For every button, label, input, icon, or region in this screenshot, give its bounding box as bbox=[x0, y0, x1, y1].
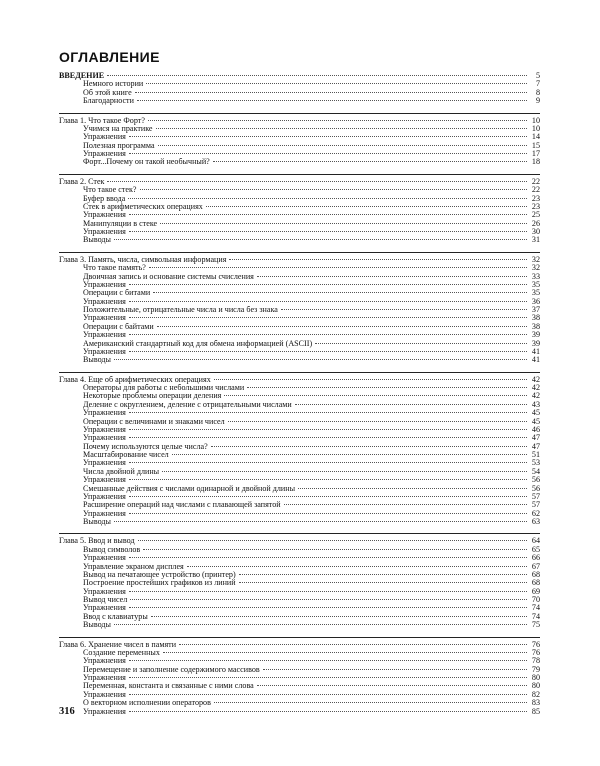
toc-entry-page: 30 bbox=[531, 228, 540, 236]
toc-entry bbox=[59, 158, 540, 166]
toc-entry bbox=[59, 133, 540, 141]
dot-leader bbox=[315, 343, 527, 344]
toc-entry bbox=[59, 563, 540, 571]
toc-entry-label: Упражнения bbox=[83, 434, 126, 443]
toc-entry-page: 57 bbox=[531, 501, 540, 510]
toc-entry bbox=[59, 80, 540, 88]
dot-leader bbox=[129, 429, 527, 430]
toc-entry-label: ВВЕДЕНИЕ bbox=[59, 72, 105, 80]
toc-entry-page: 56 bbox=[531, 484, 540, 493]
dot-leader bbox=[163, 652, 527, 653]
toc-entry-page: 47 bbox=[531, 442, 540, 451]
dot-leader bbox=[107, 181, 527, 182]
toc-entry bbox=[59, 264, 540, 272]
toc-entry-label: Упражнения bbox=[83, 211, 126, 220]
dot-leader bbox=[228, 421, 527, 422]
toc-entry-label: Выводы bbox=[83, 621, 111, 630]
toc-entry bbox=[59, 384, 540, 392]
toc-entry bbox=[59, 691, 540, 699]
toc-entry bbox=[59, 476, 540, 484]
toc-entry-page: 41 bbox=[531, 356, 540, 365]
dot-leader bbox=[179, 644, 527, 645]
toc-entry-label: Упражнения bbox=[83, 150, 126, 158]
dot-leader bbox=[129, 660, 527, 661]
table-of-contents bbox=[59, 72, 540, 723]
dot-leader bbox=[129, 284, 527, 285]
toc-entry-label: Некоторые проблемы операции деления bbox=[83, 392, 222, 401]
toc-entry bbox=[59, 546, 540, 554]
toc-entry-page: 18 bbox=[531, 158, 540, 167]
toc-entry-page: 33 bbox=[531, 272, 540, 281]
toc-entry-label: Деление с округлением, деление с отрицательными числами bbox=[83, 400, 292, 409]
dot-leader bbox=[114, 521, 527, 522]
toc-entry bbox=[59, 666, 540, 674]
toc-entry-label: Упражнения bbox=[83, 459, 126, 468]
toc-entry-label: Полезная программа bbox=[83, 141, 155, 150]
toc-entry bbox=[59, 699, 540, 707]
toc-entry bbox=[59, 186, 540, 194]
toc-entry-page: 8 bbox=[535, 88, 540, 97]
dot-leader bbox=[257, 685, 527, 686]
dot-leader bbox=[129, 711, 527, 712]
dot-leader bbox=[129, 301, 527, 302]
toc-entry-label: Положительные, отрицательные числа и числа без знака bbox=[83, 306, 278, 314]
dot-leader bbox=[206, 206, 527, 207]
dot-leader bbox=[114, 239, 527, 240]
toc-entry-label: Упражнения bbox=[83, 690, 126, 699]
toc-entry bbox=[59, 674, 540, 682]
toc-section bbox=[59, 641, 540, 716]
dot-leader bbox=[143, 549, 527, 550]
toc-section bbox=[59, 117, 540, 167]
section-divider bbox=[59, 252, 540, 253]
dot-leader bbox=[129, 412, 527, 413]
toc-entry-page: 42 bbox=[531, 375, 540, 384]
toc-entry-label: Двоичная запись и основание системы счисления bbox=[83, 272, 254, 281]
toc-entry-page: 67 bbox=[531, 562, 540, 571]
dot-leader bbox=[129, 153, 527, 154]
dot-leader bbox=[129, 591, 527, 592]
dot-leader bbox=[281, 309, 527, 310]
toc-entry bbox=[59, 579, 540, 587]
toc-entry-page: 83 bbox=[531, 699, 540, 708]
toc-entry-label: Глава 5. Ввод и вывод bbox=[59, 537, 135, 546]
toc-entry-label: Манипуляции в стеке bbox=[83, 219, 158, 228]
toc-entry bbox=[59, 518, 540, 526]
toc-entry bbox=[59, 708, 540, 716]
toc-entry bbox=[59, 306, 540, 314]
toc-entry-label: Расширение операций над числами с плавающей запятой bbox=[83, 501, 281, 510]
toc-entry-page: 74 bbox=[531, 604, 540, 613]
section-divider bbox=[59, 174, 540, 175]
section-divider bbox=[59, 372, 540, 373]
toc-entry-label: Упражнения bbox=[83, 657, 126, 666]
toc-entry-page: 10 bbox=[531, 124, 540, 133]
toc-entry bbox=[59, 571, 540, 579]
dot-leader bbox=[214, 702, 527, 703]
toc-entry-label: Операции с байтами bbox=[83, 322, 154, 331]
toc-entry bbox=[59, 468, 540, 476]
dot-leader bbox=[114, 359, 527, 360]
toc-entry-page: 76 bbox=[531, 648, 540, 657]
toc-entry-label: Учимся на практике bbox=[83, 124, 153, 133]
toc-entry-page: 80 bbox=[531, 682, 540, 691]
toc-entry bbox=[59, 418, 540, 426]
toc-entry-page: 7 bbox=[535, 80, 540, 89]
section-divider bbox=[59, 637, 540, 638]
dot-leader bbox=[172, 454, 527, 455]
toc-entry-page: 82 bbox=[531, 690, 540, 699]
toc-entry-page: 69 bbox=[531, 587, 540, 596]
toc-entry-page: 37 bbox=[531, 306, 540, 314]
toc-entry bbox=[59, 340, 540, 348]
dot-leader bbox=[257, 276, 527, 277]
dot-leader bbox=[137, 100, 527, 101]
toc-entry bbox=[59, 596, 540, 604]
toc-entry-label: Операторы для работы с небольшими числами bbox=[83, 384, 245, 392]
dot-leader bbox=[129, 334, 527, 335]
page-number: 316 bbox=[59, 706, 75, 717]
toc-entry-page: 57 bbox=[531, 492, 540, 501]
toc-entry bbox=[59, 195, 540, 203]
toc-entry-page: 78 bbox=[531, 657, 540, 666]
toc-entry-label: Упражнения bbox=[83, 492, 126, 501]
toc-entry-page: 10 bbox=[531, 116, 540, 125]
dot-leader bbox=[211, 446, 527, 447]
dot-leader bbox=[129, 677, 527, 678]
toc-entry-label: Благодарности bbox=[83, 97, 134, 106]
toc-entry bbox=[59, 203, 540, 211]
dot-leader bbox=[129, 351, 527, 352]
toc-entry-page: 15 bbox=[531, 141, 540, 150]
dot-leader bbox=[128, 198, 527, 199]
toc-entry-page: 53 bbox=[531, 459, 540, 468]
dot-leader bbox=[129, 607, 527, 608]
toc-entry bbox=[59, 613, 540, 621]
toc-entry-label: Операции с битами bbox=[83, 289, 151, 298]
toc-section bbox=[59, 537, 540, 629]
dot-leader bbox=[129, 231, 527, 232]
toc-entry-page: 39 bbox=[531, 331, 540, 340]
toc-section bbox=[59, 178, 540, 245]
toc-entry-page: 14 bbox=[531, 133, 540, 142]
toc-entry-page: 32 bbox=[531, 264, 540, 273]
toc-entry-label: Буфер ввода bbox=[83, 194, 126, 203]
toc-entry-page: 38 bbox=[531, 322, 540, 331]
toc-chapter-heading bbox=[59, 376, 540, 384]
toc-entry bbox=[59, 657, 540, 665]
toc-entry-label: Ввод с клавиатуры bbox=[83, 612, 148, 621]
dot-leader bbox=[114, 624, 527, 625]
toc-entry-label: Упражнения bbox=[83, 476, 126, 485]
toc-entry-page: 64 bbox=[531, 537, 540, 546]
toc-entry bbox=[59, 409, 540, 417]
toc-entry-page: 22 bbox=[531, 177, 540, 186]
toc-entry-label: Выводы bbox=[83, 518, 111, 526]
toc-entry bbox=[59, 236, 540, 244]
dot-leader bbox=[146, 83, 527, 84]
toc-entry bbox=[59, 443, 540, 451]
toc-entry-page: 25 bbox=[531, 211, 540, 220]
toc-entry-label: Форт...Почему он такой необычный? bbox=[83, 158, 210, 167]
toc-entry bbox=[59, 281, 540, 289]
dot-leader bbox=[140, 189, 527, 190]
toc-chapter-heading bbox=[59, 256, 540, 264]
dot-leader bbox=[129, 437, 527, 438]
toc-entry-label: Вывод символов bbox=[83, 545, 141, 554]
dot-leader bbox=[298, 488, 527, 489]
toc-entry bbox=[59, 323, 540, 331]
toc-entry-label: Масштабирование чисел bbox=[83, 451, 169, 459]
toc-entry bbox=[59, 588, 540, 596]
toc-entry-page: 41 bbox=[531, 347, 540, 356]
toc-entry bbox=[59, 331, 540, 339]
toc-chapter-heading bbox=[59, 537, 540, 545]
dot-leader bbox=[295, 404, 527, 405]
dot-leader bbox=[129, 479, 527, 480]
toc-entry bbox=[59, 220, 540, 228]
dot-leader bbox=[130, 599, 527, 600]
toc-entry bbox=[59, 348, 540, 356]
toc-chapter-heading bbox=[59, 641, 540, 649]
toc-entry-page: 26 bbox=[531, 219, 540, 228]
toc-entry-page: 22 bbox=[531, 186, 540, 195]
dot-leader bbox=[129, 513, 527, 514]
toc-entry-page: 35 bbox=[531, 280, 540, 289]
toc-entry-page: 79 bbox=[531, 665, 540, 674]
toc-entry-label: Упражнения bbox=[83, 280, 126, 289]
toc-entry bbox=[59, 485, 540, 493]
toc-entry-label: Вывод на печатающее устройство (принтер) bbox=[83, 570, 236, 579]
toc-entry bbox=[59, 125, 540, 133]
toc-entry bbox=[59, 142, 540, 150]
toc-entry-label: Упражнения bbox=[83, 707, 126, 716]
toc-entry-label: Упражнения bbox=[83, 509, 126, 518]
toc-chapter-heading bbox=[59, 117, 540, 125]
toc-entry-label: Управление экраном дисплея bbox=[83, 562, 184, 571]
toc-entry bbox=[59, 493, 540, 501]
dot-leader bbox=[160, 223, 527, 224]
toc-entry bbox=[59, 273, 540, 281]
toc-entry-page: 46 bbox=[531, 425, 540, 434]
toc-entry-page: 45 bbox=[531, 417, 540, 426]
toc-section bbox=[59, 72, 540, 106]
toc-entry-page: 47 bbox=[531, 434, 540, 443]
toc-entry bbox=[59, 401, 540, 409]
toc-entry bbox=[59, 97, 540, 105]
toc-entry bbox=[59, 459, 540, 467]
dot-leader bbox=[135, 92, 527, 93]
toc-entry-page: 51 bbox=[531, 451, 540, 459]
toc-entry-label: Упражнения bbox=[83, 425, 126, 434]
dot-leader bbox=[129, 694, 527, 695]
toc-entry-page: 23 bbox=[531, 202, 540, 211]
dot-leader bbox=[153, 292, 527, 293]
dot-leader bbox=[157, 326, 527, 327]
dot-leader bbox=[284, 504, 527, 505]
toc-entry-label: Что такое стек? bbox=[83, 186, 137, 195]
toc-entry-page: 66 bbox=[531, 554, 540, 563]
toc-entry-label: Вывод чисел bbox=[83, 596, 128, 604]
toc-entry-label: Глава 1. Что такое Форт? bbox=[59, 116, 145, 125]
dot-leader bbox=[149, 267, 527, 268]
toc-entry bbox=[59, 356, 540, 364]
dot-leader bbox=[129, 496, 527, 497]
toc-entry bbox=[59, 554, 540, 562]
page-title: ОГЛАВЛЕНИЕ bbox=[59, 49, 160, 65]
toc-entry-label: Выводы bbox=[83, 236, 111, 245]
toc-entry-label: Глава 6. Хранение чисел в памяти bbox=[59, 640, 177, 649]
toc-entry-page: 62 bbox=[531, 509, 540, 518]
toc-entry-label: Стек в арифметических операциях bbox=[83, 202, 203, 211]
toc-entry bbox=[59, 682, 540, 690]
dot-leader bbox=[151, 616, 527, 617]
toc-entry-label: Операции с величинами и знаками чисел bbox=[83, 417, 225, 426]
section-divider bbox=[59, 533, 540, 534]
dot-leader bbox=[214, 379, 527, 380]
toc-entry-page: 35 bbox=[531, 289, 540, 298]
toc-entry-page: 76 bbox=[531, 640, 540, 649]
toc-chapter-heading bbox=[59, 72, 540, 80]
toc-entry bbox=[59, 228, 540, 236]
dot-leader bbox=[129, 557, 527, 558]
toc-entry bbox=[59, 621, 540, 629]
dot-leader bbox=[129, 214, 527, 215]
toc-entry-page: 74 bbox=[531, 612, 540, 621]
dot-leader bbox=[162, 471, 527, 472]
toc-entry-label: Упражнения bbox=[83, 604, 126, 613]
toc-entry-label: Глава 2. Стек bbox=[59, 177, 105, 186]
dot-leader bbox=[247, 387, 527, 388]
toc-section bbox=[59, 376, 540, 527]
toc-entry-label: Американский стандартный код для обмена информацией (ASCII) bbox=[83, 339, 313, 348]
toc-entry-label: Построение простейших графиков из линий bbox=[83, 579, 236, 588]
dot-leader bbox=[229, 259, 527, 260]
toc-entry-label: О векторном исполнении операторов bbox=[83, 699, 211, 708]
toc-entry-label: Глава 3. Память, числа, символьная информация bbox=[59, 255, 227, 264]
toc-entry bbox=[59, 510, 540, 518]
toc-entry-page: 54 bbox=[531, 467, 540, 476]
toc-entry-page: 38 bbox=[531, 314, 540, 323]
toc-entry-page: 43 bbox=[531, 400, 540, 409]
toc-entry bbox=[59, 426, 540, 434]
toc-entry-label: Об этой книге bbox=[83, 88, 132, 97]
toc-entry-page: 9 bbox=[535, 97, 540, 106]
toc-entry-label: Упражнения bbox=[83, 674, 126, 682]
toc-entry-page: 68 bbox=[531, 570, 540, 579]
dot-leader bbox=[129, 136, 527, 137]
toc-entry-label: Упражнения bbox=[83, 554, 126, 563]
dot-leader bbox=[138, 540, 527, 541]
dot-leader bbox=[224, 395, 527, 396]
toc-entry bbox=[59, 649, 540, 657]
dot-leader bbox=[107, 75, 527, 76]
toc-entry-page: 5 bbox=[535, 72, 540, 80]
dot-leader bbox=[158, 145, 527, 146]
toc-entry bbox=[59, 298, 540, 306]
toc-entry bbox=[59, 451, 540, 459]
toc-entry-label: Немного истории bbox=[83, 80, 144, 89]
toc-entry bbox=[59, 89, 540, 97]
toc-entry bbox=[59, 434, 540, 442]
toc-entry-page: 85 bbox=[531, 707, 540, 716]
toc-entry-page: 45 bbox=[531, 409, 540, 418]
toc-entry-label: Упражнения bbox=[83, 314, 126, 323]
toc-entry-label: Упражнения bbox=[83, 331, 126, 340]
toc-entry-page: 75 bbox=[531, 621, 540, 630]
toc-entry-label: Выводы bbox=[83, 356, 111, 365]
toc-section bbox=[59, 256, 540, 365]
toc-entry-page: 31 bbox=[531, 236, 540, 245]
toc-entry-page: 39 bbox=[531, 339, 540, 348]
toc-entry-label: Упражнения bbox=[83, 228, 126, 236]
toc-entry-page: 70 bbox=[531, 596, 540, 604]
toc-entry-page: 65 bbox=[531, 545, 540, 554]
section-divider bbox=[59, 113, 540, 114]
dot-leader bbox=[156, 128, 527, 129]
toc-entry-label: Упражнения bbox=[83, 133, 126, 142]
dot-leader bbox=[129, 317, 527, 318]
dot-leader bbox=[129, 462, 527, 463]
toc-entry-label: Числа двойной длины bbox=[83, 467, 160, 476]
dot-leader bbox=[239, 582, 527, 583]
toc-entry-page: 23 bbox=[531, 194, 540, 203]
toc-entry-label: Упражнения bbox=[83, 409, 126, 418]
dot-leader bbox=[187, 566, 527, 567]
toc-entry-label: Создание переменных bbox=[83, 648, 160, 657]
toc-entry-page: 32 bbox=[531, 255, 540, 264]
toc-entry bbox=[59, 392, 540, 400]
toc-chapter-heading bbox=[59, 178, 540, 186]
toc-entry-label: Что такое память? bbox=[83, 264, 146, 273]
toc-entry bbox=[59, 150, 540, 158]
dot-leader bbox=[213, 161, 527, 162]
toc-entry-page: 42 bbox=[531, 384, 540, 392]
toc-entry-label: Упражнения bbox=[83, 297, 126, 306]
toc-entry-label: Перемещение и заполнение содержимого массивов bbox=[83, 665, 260, 674]
toc-entry-label: Глава 4. Еще об арифметических операциях bbox=[59, 375, 211, 384]
toc-entry-label: Почему используются целые числа? bbox=[83, 442, 208, 451]
toc-entry bbox=[59, 314, 540, 322]
toc-entry bbox=[59, 604, 540, 612]
toc-entry-page: 63 bbox=[531, 518, 540, 526]
toc-entry-page: 17 bbox=[531, 150, 540, 158]
toc-entry-label: Смешанные действия с числами одинарной и двойной длины bbox=[83, 484, 296, 493]
dot-leader bbox=[263, 669, 527, 670]
toc-entry-page: 36 bbox=[531, 297, 540, 306]
toc-entry-label: Упражнения bbox=[83, 587, 126, 596]
toc-entry-page: 80 bbox=[531, 674, 540, 682]
toc-entry-page: 56 bbox=[531, 476, 540, 485]
dot-leader bbox=[148, 120, 527, 121]
toc-entry-page: 42 bbox=[531, 392, 540, 401]
toc-entry-label: Упражнения bbox=[83, 347, 126, 356]
toc-entry bbox=[59, 501, 540, 509]
dot-leader bbox=[239, 574, 527, 575]
toc-entry-page: 68 bbox=[531, 579, 540, 588]
toc-entry-label: Переменная, константа и связанные с ними слова bbox=[83, 682, 254, 691]
toc-entry bbox=[59, 289, 540, 297]
toc-entry bbox=[59, 211, 540, 219]
